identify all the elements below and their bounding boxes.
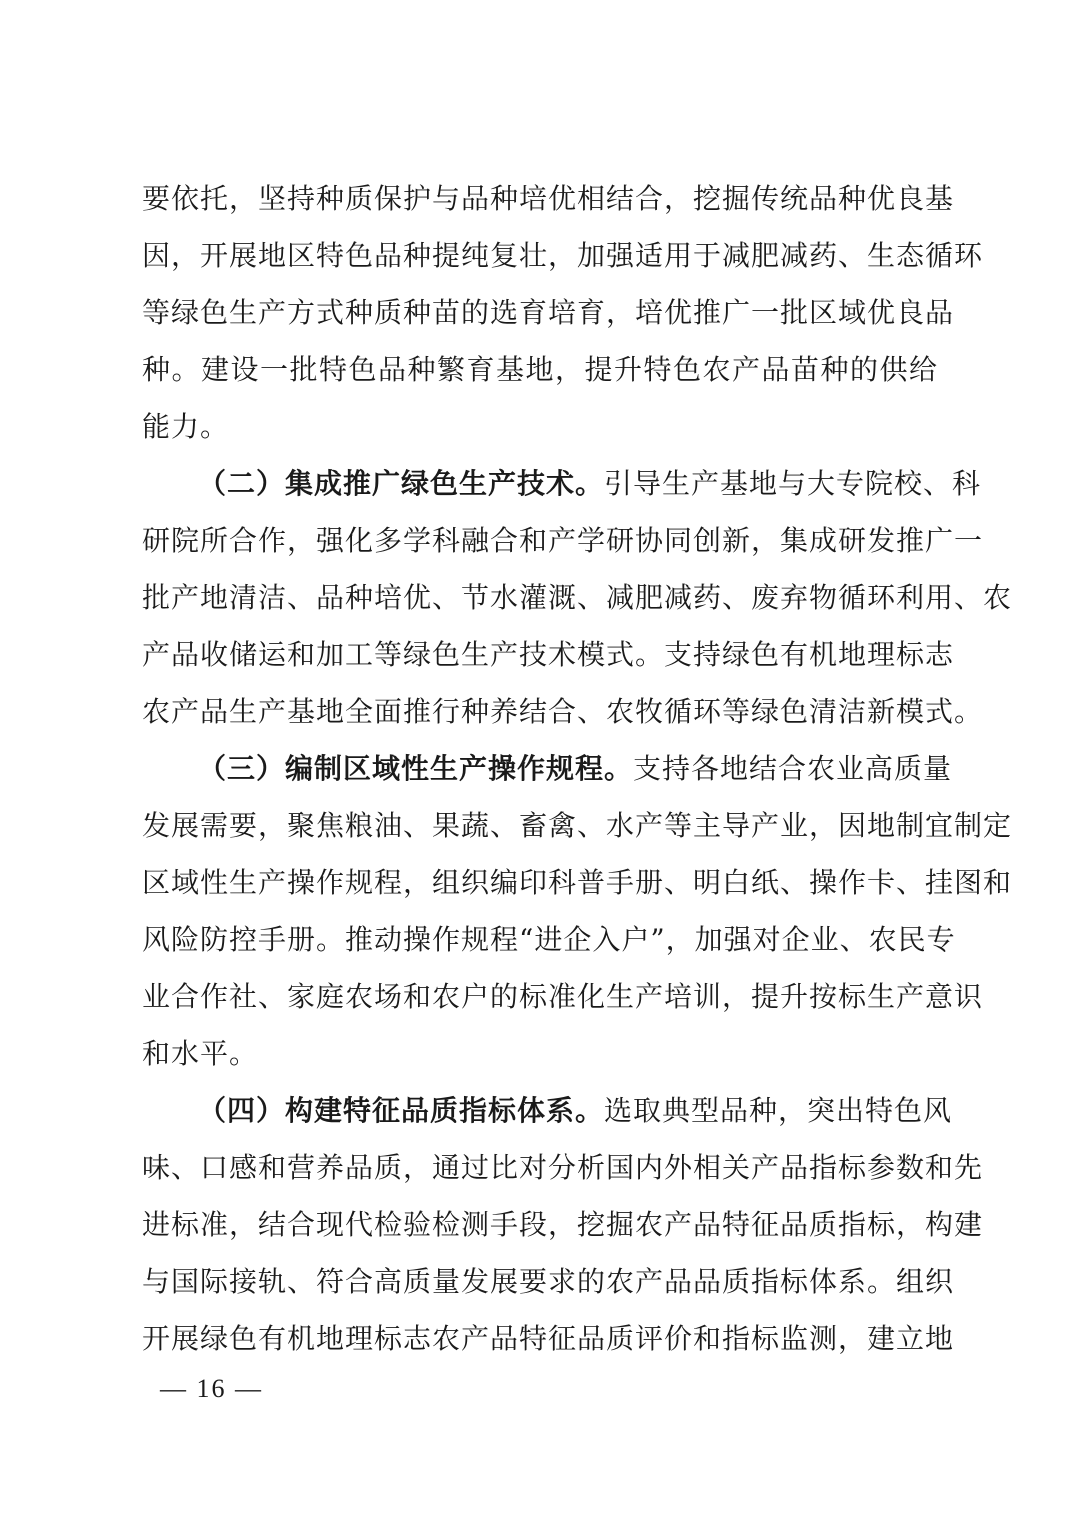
paragraph-line: 选取典型品种，突出特色风	[604, 1094, 953, 1127]
paragraph-first-line	[142, 1082, 953, 1139]
paragraph-line: 因，开展地区特色品种提纯复壮，加强适用于减肥减药、生态循环	[142, 239, 984, 272]
paragraph-line: 和水平。	[142, 1037, 259, 1070]
paragraph-line: 发展需要，聚焦粮油、果蔬、畜禽、水产等主导产业，因地制宜制定	[142, 809, 1013, 842]
paragraph-1	[142, 170, 984, 455]
paragraph-3	[142, 740, 1013, 1082]
paragraph-first-line	[142, 455, 982, 512]
section-heading: （四）构建特征品质指标体系。	[198, 1094, 605, 1127]
paragraph-line: 业合作社、家庭农场和农户的标准化生产培训，提升按标生产意识	[142, 980, 984, 1013]
paragraph-line: 研院所合作，强化多学科融合和产学研协同创新，集成研发推广一	[142, 524, 984, 557]
paragraph-first-line	[142, 740, 953, 797]
paragraph-line: 进标准，结合现代检验检测手段，挖掘农产品特征品质指标，构建	[142, 1208, 984, 1241]
paragraph-line: 味、口感和营养品质，通过比对分析国内外相关产品指标参数和先	[142, 1151, 984, 1184]
paragraph-line: 农产品生产基地全面推行种养结合、农牧循环等绿色清洁新模式。	[142, 695, 984, 728]
section-heading: （二）集成推广绿色生产技术。	[198, 467, 605, 500]
paragraph-line: 种。建设一批特色品种繁育基地，提升特色农产品苗种的供给	[142, 353, 938, 386]
paragraph-line: 支持各地结合农业高质量	[633, 752, 953, 785]
paragraph-2	[142, 455, 1013, 740]
paragraph-line: 批产地清洁、品种培优、节水灌溉、减肥减药、废弃物循环利用、农	[142, 581, 1013, 614]
section-heading: （三）编制区域性生产操作规程。	[198, 752, 634, 785]
paragraph-line: 风险防控手册。推动操作规程“进企入户”，加强对企业、农民专	[142, 923, 956, 956]
paragraph-line: 开展绿色有机地理标志农产品特征品质评价和指标监测，建立地	[142, 1322, 955, 1355]
paragraph-line: 与国际接轨、符合高质量发展要求的农产品品质指标体系。组织	[142, 1265, 955, 1298]
paragraph-line: 能力。	[142, 410, 230, 443]
paragraph-line: 区域性生产操作规程，组织编印科普手册、明白纸、操作卡、挂图和	[142, 866, 1013, 899]
paragraph-line: 等绿色生产方式种质种苗的选育培育，培优推广一批区域优良品	[142, 296, 955, 329]
paragraph-line: 要依托，坚持种质保护与品种培优相结合，挖掘传统品种优良基	[142, 182, 955, 215]
paragraph-line: 引导生产基地与大专院校、科	[604, 467, 982, 500]
paragraph-line: 产品收储运和加工等绿色生产技术模式。支持绿色有机地理标志	[142, 638, 955, 671]
paragraph-4	[142, 1082, 984, 1367]
page-number: — 16 —	[160, 1374, 263, 1403]
